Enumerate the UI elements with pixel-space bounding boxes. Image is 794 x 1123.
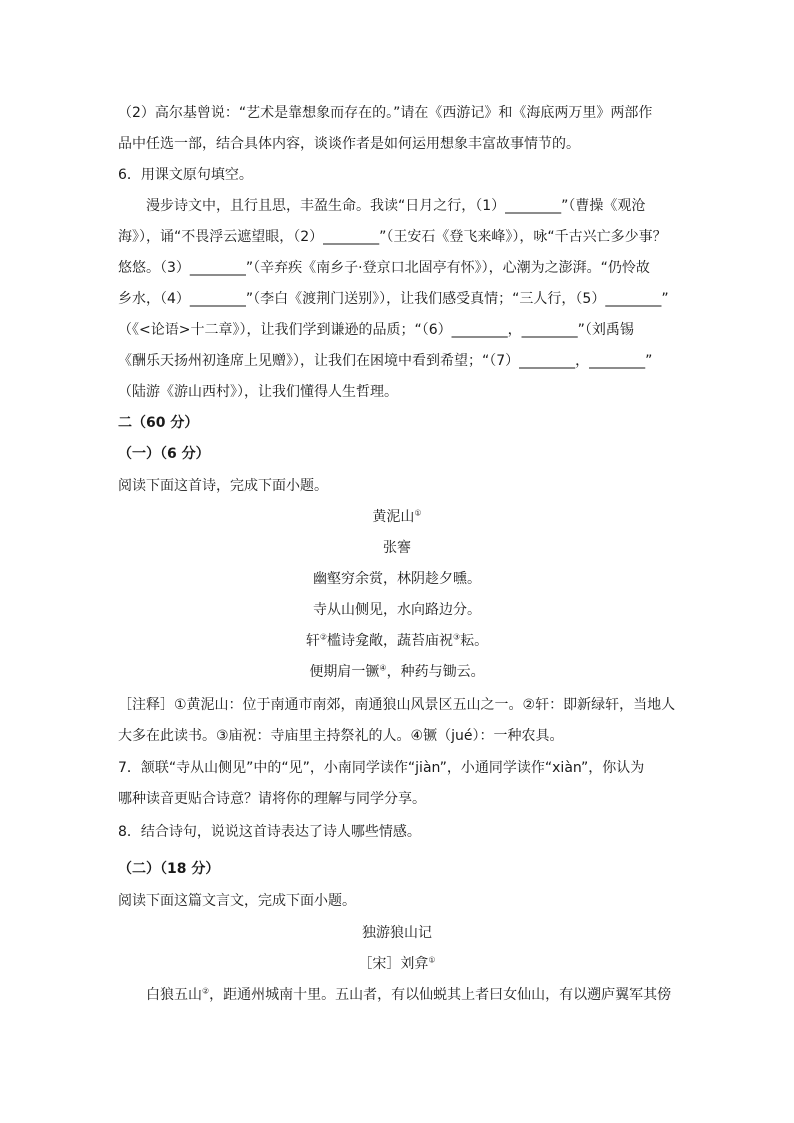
- poem-line-3-footnote-3: ③: [453, 632, 461, 642]
- poem-line-1: 幽壑穷余赏，林阴趁夕曛。: [313, 571, 481, 587]
- section-two-heading: 二（60 分）: [118, 415, 199, 431]
- fill-blank-line-5: （《<论语>十二章》），让我们学到谦逊的品质；“（6）________，________”（刘禹锡: [118, 322, 634, 338]
- prose-line-1-part-a: 白狼五山: [146, 987, 202, 1003]
- prose-line-1-part-b: ，距通州城南十里。五山者，有以仙蜕其上者曰女仙山，有以遡庐翼军其傍: [209, 987, 672, 1003]
- prose-author-text: ［宋］刘弇: [358, 956, 429, 972]
- question-7-line-1: 7．颔联“寺从山侧见”中的“见”，小南同学读作“jiàn”，小通同学读作“xiàn”，你认为: [118, 760, 645, 776]
- essay-question-line-2: 品中任选一部，结合具体内容，谈谈作者是如何运用想象丰富故事情节的。: [118, 136, 580, 152]
- prose-author-footnote: ①: [428, 955, 436, 965]
- fill-blank-line-6: 《酬乐天扬州初逢席上见赠》），让我们在困境中看到希望；“（7）________，________”: [118, 353, 653, 369]
- poem-title-text: 黄泥山: [372, 509, 415, 525]
- poem-line-3-part-a: 轩: [305, 633, 320, 649]
- poem-line-4-footnote-4: ④: [379, 663, 387, 673]
- prose-paragraph-line-1: [146, 985, 671, 1005]
- poem-title-footnote: ①: [414, 508, 422, 518]
- question-8: 8．结合诗句，说说这首诗表达了诗人哪些情感。: [118, 824, 421, 840]
- poem-line-2: 寺从山侧见，水向路边分。: [313, 602, 481, 618]
- poem-line-4: [0, 662, 794, 682]
- prose-author: [0, 954, 794, 974]
- essay-question-line-1: （2）高尔基曾说：“艺术是靠想象而存在的。”请在《西游记》和《海底两万里》两部作: [118, 105, 653, 121]
- fill-blank-line-4: 乡水，（4）________”（李白《渡荆门送别》），让我们感受真情；“三人行，（5）________”: [118, 291, 669, 307]
- poem-line-3: [0, 631, 794, 651]
- poem-line-3-part-c: 耘。: [460, 633, 489, 649]
- part-one-heading: （一）（6 分）: [118, 446, 210, 462]
- poem-instruction: 阅读下面这首诗，完成下面小题。: [118, 478, 328, 494]
- question-7-line-2: 哪种读音更贴合诗意？请将你的理解与同学分享。: [118, 791, 426, 807]
- poem-notes-line-1: ［注释］①黄泥山：位于南通市南郊，南通狼山风景区五山之一。②轩：即新绿轩，当地人: [118, 697, 676, 713]
- poem-line-3-footnote-2: ②: [319, 632, 327, 642]
- fill-blank-line-1: 漫步诗文中，且行且思，丰盈生命。我读“日月之行，（1）________”（曹操《观沧: [146, 198, 646, 214]
- poem-notes-line-2: 大多在此读书。③庙祝：寺庙里主持祭礼的人。④镢（jué）：一种农具。: [118, 728, 564, 744]
- question-6-heading: 6．用课文原句填空。: [118, 167, 253, 183]
- poem-line-4-part-a: 便期肩一镢: [309, 664, 380, 680]
- fill-blank-line-2: 海》），诵“不畏浮云遮望眼，（2）________”（王安石《登飞来峰》），咏“千古兴亡多少事？: [118, 229, 667, 245]
- part-two-heading: （二）（18 分）: [118, 861, 220, 877]
- fill-blank-line-3: 悠悠。（3）________”（辛弃疾《南乡子·登京口北固亭有怀》），心潮为之澎湃。“仍怜故: [118, 260, 650, 276]
- poem-author: 张謇: [383, 540, 411, 556]
- fill-blank-line-7: （陆游《游山西村》），让我们懂得人生哲理。: [118, 384, 398, 400]
- prose-title: 独游狼山记: [362, 925, 432, 941]
- prose-instruction: 阅读下面这篇文言文，完成下面小题。: [118, 893, 356, 909]
- prose-line-1-footnote-2: ②: [202, 986, 210, 996]
- poem-line-3-part-b: 槛诗龛敞，蔬苔庙祝: [327, 633, 453, 649]
- poem-line-4-part-b: ，种药与锄云。: [386, 664, 485, 680]
- poem-title: [0, 507, 794, 527]
